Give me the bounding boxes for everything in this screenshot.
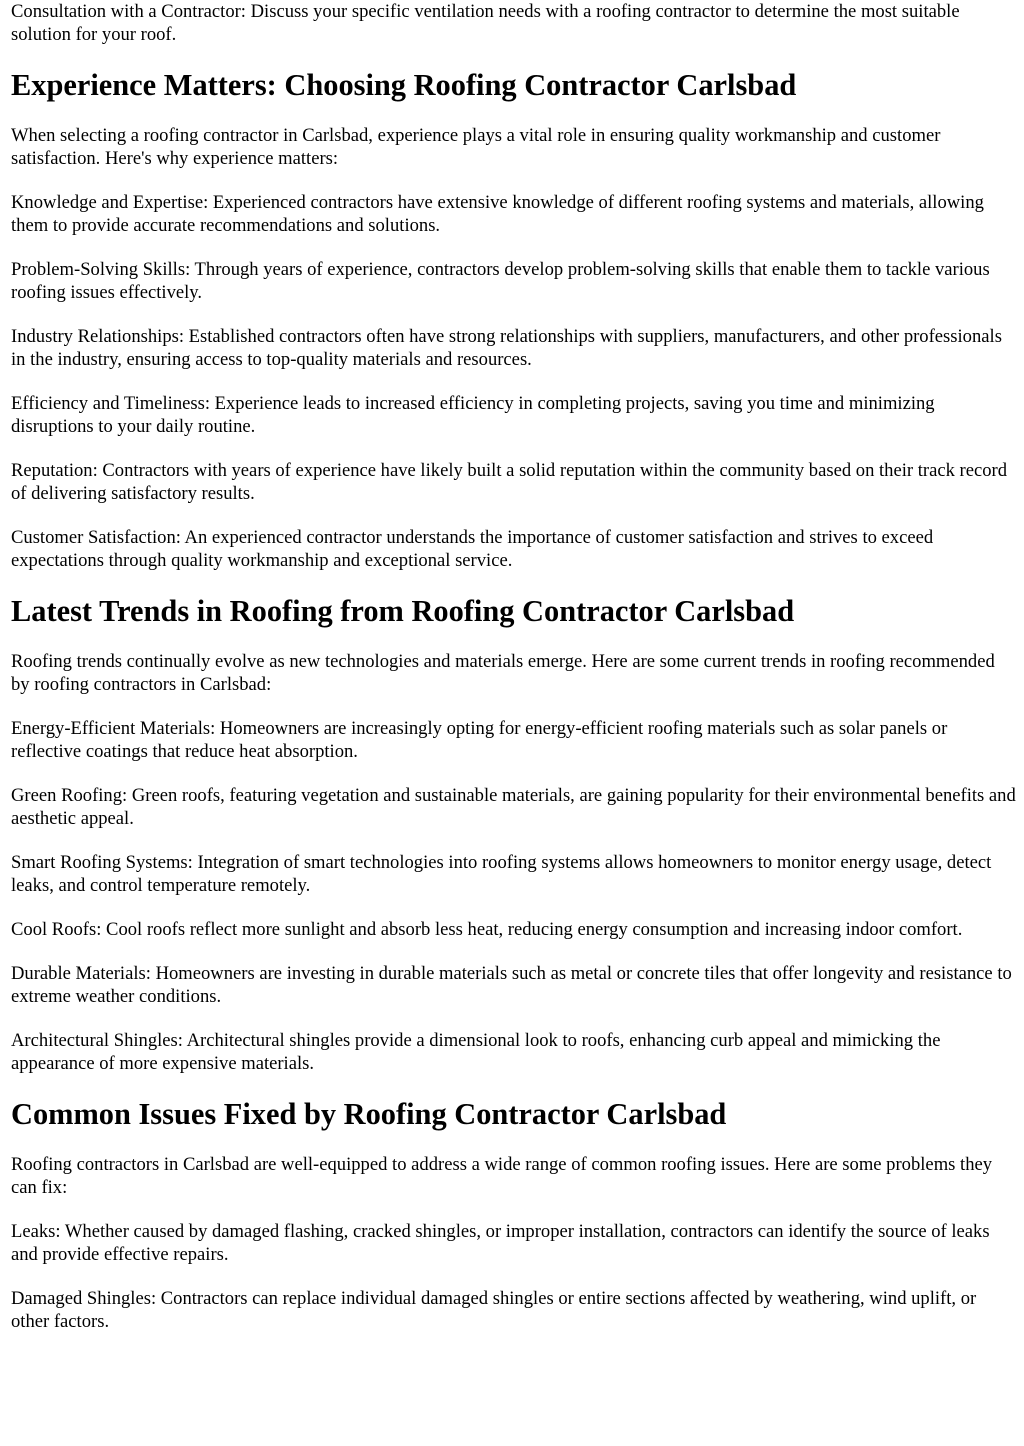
paragraph: Energy-Efficient Materials: Homeowners are increasingly opting for energy-efficient roofing materials such as solar panels or reflective coatings that reduce heat absorption. [11, 718, 948, 762]
section-heading-trends: Latest Trends in Roofing from Roofing Contractor Carlsbad [11, 594, 795, 628]
intro-paragraph: Consultation with a Contractor: Discuss your specific ventilation needs with a roofing contractor to determine the most suitable solution for your roof. [11, 1, 960, 45]
paragraph: Roofing trends continually evolve as new technologies and materials emerge. Here are some current trends in roofing recommended by roofing contractors in Carlsbad: [11, 651, 995, 695]
paragraph: Knowledge and Expertise: Experienced contractors have extensive knowledge of different roofing systems and materials, allowing them to provide accurate recommendations and solutions. [11, 192, 984, 236]
paragraph: Problem-Solving Skills: Through years of experience, contractors develop problem-solving skills that enable them to tackle various roofing issues effectively. [11, 259, 990, 303]
paragraph: Roofing contractors in Carlsbad are well-equipped to address a wide range of common roofing issues. Here are some problems they can fix: [11, 1154, 993, 1198]
section-heading-common-issues: Common Issues Fixed by Roofing Contractor Carlsbad [11, 1097, 727, 1131]
paragraph: Smart Roofing Systems: Integration of smart technologies into roofing systems allows homeowners to monitor energy usage, detect leaks, and control temperature remotely. [11, 852, 992, 896]
paragraph: Industry Relationships: Established contractors often have strong relationships with suppliers, manufacturers, and other professionals in the industry, ensuring access to top-quality materials and resources. [11, 326, 1002, 370]
paragraph: Customer Satisfaction: An experienced contractor understands the importance of customer satisfaction and strives to exceed expectations through quality workmanship and exceptional service. [11, 527, 934, 571]
paragraph: Architectural Shingles: Architectural shingles provide a dimensional look to roofs, enhancing curb appeal and mimicking the appearance of more expensive materials. [11, 1030, 941, 1074]
paragraph: Cool Roofs: Cool roofs reflect more sunlight and absorb less heat, reducing energy consumption and increasing indoor comfort. [11, 919, 963, 940]
paragraph: Reputation: Contractors with years of experience have likely built a solid reputation within the community based on their track record of delivering satisfactory results. [11, 460, 1008, 504]
section-heading-experience: Experience Matters: Choosing Roofing Contractor Carlsbad [11, 68, 797, 102]
paragraph: Damaged Shingles: Contractors can replace individual damaged shingles or entire sections affected by weathering, wind uplift, or other factors. [11, 1288, 977, 1332]
paragraph: Leaks: Whether caused by damaged flashing, cracked shingles, or improper installation, contractors can identify the source of leaks and provide effective repairs. [11, 1221, 990, 1265]
paragraph: Efficiency and Timeliness: Experience leads to increased efficiency in completing projects, saving you time and minimizing disruptions to your daily routine. [11, 393, 935, 437]
paragraph: Green Roofing: Green roofs, featuring vegetation and sustainable materials, are gaining popularity for their environmental benefits and aesthetic appeal. [11, 785, 1016, 829]
paragraph: Durable Materials: Homeowners are investing in durable materials such as metal or concrete tiles that offer longevity and resistance to extreme weather conditions. [11, 963, 1012, 1007]
paragraph: When selecting a roofing contractor in Carlsbad, experience plays a vital role in ensuring quality workmanship and customer satisfaction. Here's why experience matters: [11, 125, 941, 169]
